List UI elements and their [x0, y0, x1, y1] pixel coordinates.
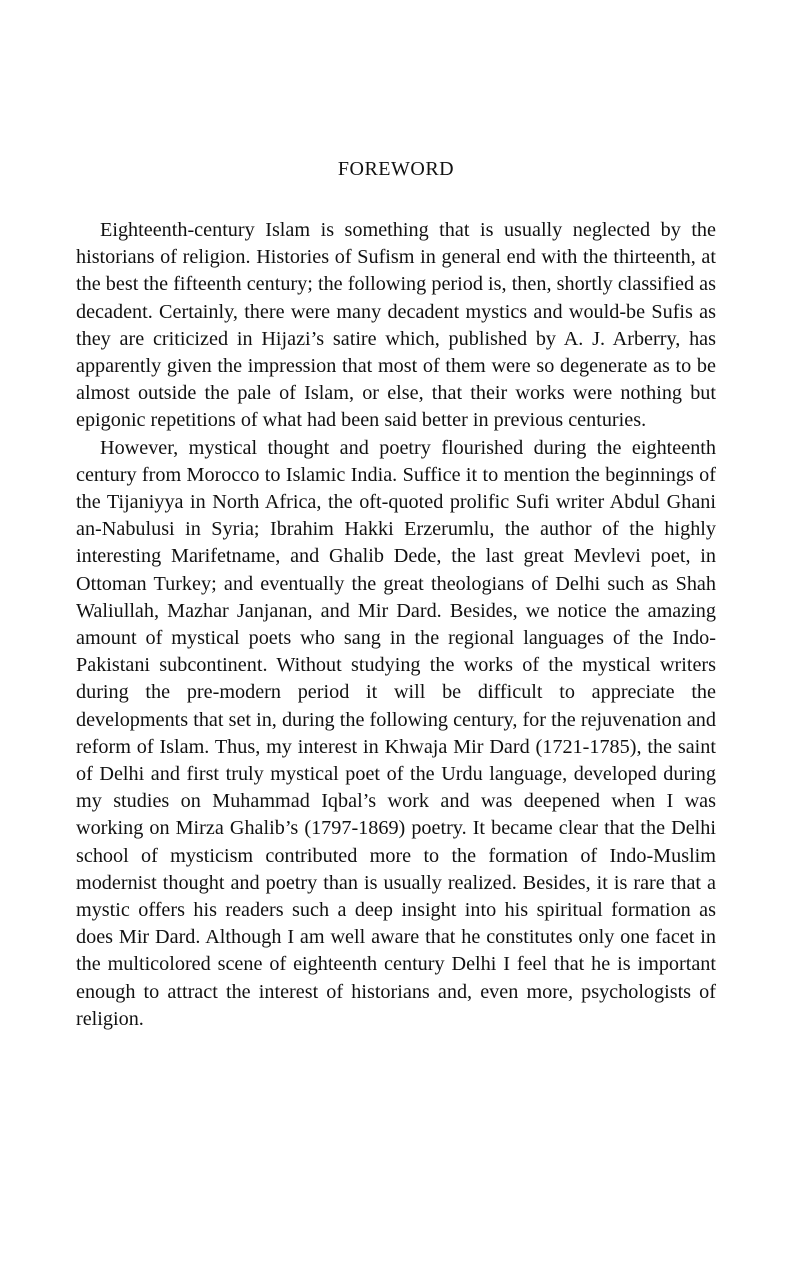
paragraph-2: However, mystical thought and poetry flourished during the eighteenth century from Morocco to Islamic India. Suffice it to mention the beginnings of the Tijaniyya in North Africa, the oft-quoted prolific Sufi writer Abdul Ghani an-Nabulusi in Syria; Ibrahim Hakki Erzerumlu, the author of the highly interesting Marifetname, and Ghalib Dede, the last great Mevlevi poet, in Ottoman Turkey; and eventually the great theologians of Delhi such as Shah Waliullah, Mazhar Janjanan, and Mir Dard. Besides, we notice the amazing amount of mystical poets who sang in the regional languages of the Indo-Pakistani subcontinent. Without studying the works of the mystical writers during the pre-modern period it will be difficult to appreciate the developments that set in, during the following century, for the rejuvenation and reform of Islam. Thus, my interest in Khwaja Mir Dard (1721-1785), the saint of Delhi and first truly mystical poet of the Urdu language, developed during my studies on Muhammad Iqbal’s work and was deepened when I was working on Mirza Ghalib’s (1797-1869) poetry. It became clear that the Delhi school of mysticism contributed more to the formation of Indo-Muslim modernist thought and poetry than is usually realized. Besides, it is rare that a mystic offers his readers such a deep insight into his spiritual formation as does Mir Dard. Although I am well aware that he constitutes only one facet in the multicolored scene of eighteenth century Delhi I feel that he is important enough to attract the interest of historians and, even more, psychologists of religion. [76, 436, 716, 1030]
page-body [76, 158, 716, 1033]
page-title: FOREWORD [337, 158, 455, 180]
paragraph-1: Eighteenth-century Islam is something that is usually neglected by the historians of religion. Histories of Sufism in general end with the thirteenth, at the best the fifteenth century; the following period is, then, shortly classified as decadent. Certainly, there were many decadent mystics and would-be Sufis as they are criticized in Hijazi’s satire which, published by A. J. Arberry, has apparently given the impression that most of them were so degenerate as to be almost outside the pale of Islam, or else, that their works were nothing but epigonic repetitions of what had been said better in previous centuries. [76, 219, 716, 432]
